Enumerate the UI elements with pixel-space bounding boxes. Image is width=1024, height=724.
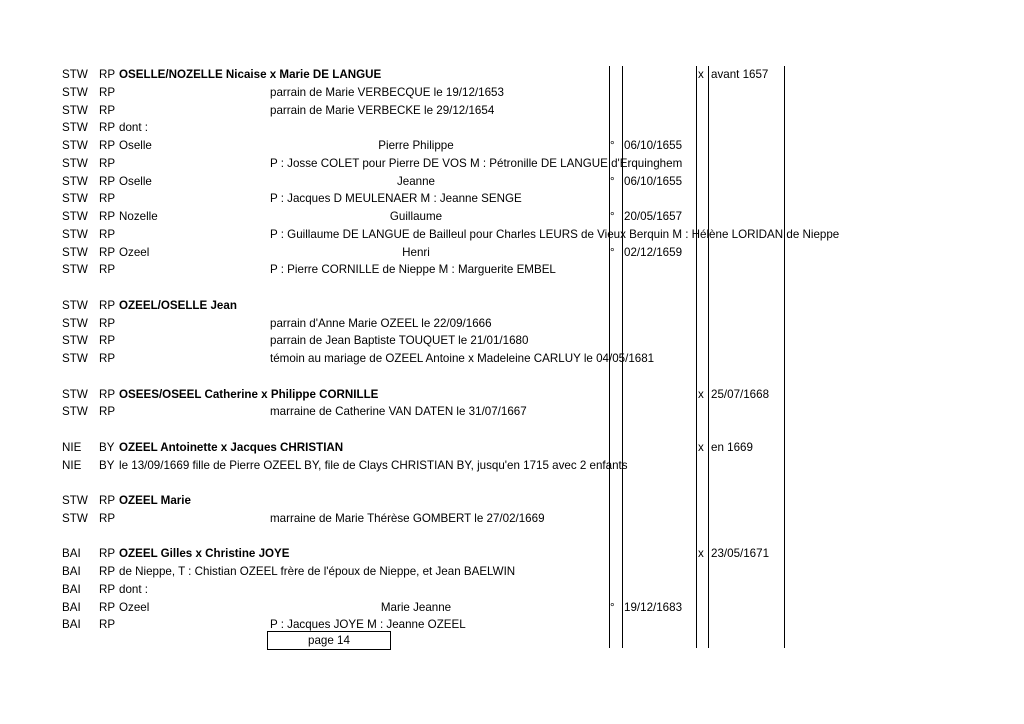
register-row bbox=[0, 227, 1024, 243]
child-name-cell: Pierre Philippe bbox=[378, 139, 454, 152]
baptism-mark: ° bbox=[610, 600, 615, 614]
register-row bbox=[0, 529, 1024, 545]
parish-cell: STW bbox=[62, 263, 88, 277]
family-cell: OZEEL Antoinette x Jacques CHRISTIAN bbox=[119, 440, 344, 454]
family-cell: OZEEL Gilles x Christine JOYE bbox=[119, 547, 290, 561]
register-row bbox=[0, 262, 1024, 278]
register-row bbox=[0, 546, 1024, 562]
parish-cell: STW bbox=[62, 494, 88, 507]
register-row bbox=[0, 493, 1024, 509]
parish-cell: STW bbox=[62, 511, 88, 525]
source-cell: BY bbox=[99, 440, 115, 454]
source-cell: RP bbox=[99, 85, 116, 99]
parish-cell: BAI bbox=[62, 565, 81, 578]
baptism-mark: ° bbox=[610, 210, 615, 223]
parish-cell: STW bbox=[62, 85, 88, 99]
baptism-mark: ° bbox=[610, 139, 615, 152]
marriage-mark: x bbox=[698, 440, 704, 454]
detail-cell: P : Jacques D MEULENAER M : Jeanne SENGE bbox=[270, 192, 522, 206]
detail-cell: parrain d'Anne Marie OZEEL le 22/09/1666 bbox=[270, 316, 492, 330]
register-row bbox=[0, 600, 1024, 616]
marriage-mark: x bbox=[698, 387, 704, 401]
parish-cell: STW bbox=[62, 387, 88, 401]
source-cell: RP bbox=[99, 174, 116, 188]
register-row bbox=[0, 351, 1024, 367]
baptism-mark: ° bbox=[610, 245, 615, 259]
family-cell: Oselle bbox=[119, 139, 152, 152]
register-row bbox=[0, 103, 1024, 119]
register-row bbox=[0, 245, 1024, 261]
register-row bbox=[0, 138, 1024, 154]
child-name-cell: Henri bbox=[402, 245, 430, 259]
parish-cell: STW bbox=[62, 121, 88, 135]
detail-cell: P : Pierre CORNILLE de Nieppe M : Marguerite EMBEL bbox=[270, 263, 556, 277]
detail-cell: P : Jacques JOYE M : Jeanne OZEEL bbox=[270, 618, 466, 632]
family-cell: Nozelle bbox=[119, 210, 158, 223]
source-cell: BY bbox=[99, 458, 115, 472]
family-cell: OSELLE/NOZELLE Nicaise x Marie DE LANGUE bbox=[119, 68, 382, 81]
source-cell: RP bbox=[99, 316, 116, 330]
register-row bbox=[0, 440, 1024, 456]
detail-cell: parrain de Jean Baptiste TOUQUET le 21/01/1680 bbox=[270, 334, 529, 348]
register-row bbox=[0, 582, 1024, 598]
child-name-cell: Jeanne bbox=[396, 174, 436, 188]
parish-cell: STW bbox=[62, 227, 88, 241]
parish-cell: STW bbox=[62, 210, 88, 223]
parish-cell: BAI bbox=[62, 547, 81, 561]
parish-cell: STW bbox=[62, 245, 88, 259]
family-cell: OSEES/OSEEL Catherine x Philippe CORNILLE bbox=[119, 387, 379, 401]
register-row bbox=[0, 85, 1024, 101]
source-cell: RP bbox=[99, 227, 116, 241]
source-cell: RP bbox=[99, 210, 116, 223]
register-row bbox=[0, 511, 1024, 527]
register-row bbox=[0, 387, 1024, 403]
baptism-date-cell: 06/10/1655 bbox=[624, 174, 683, 188]
source-cell: RP bbox=[99, 68, 116, 81]
register-row bbox=[0, 298, 1024, 314]
source-cell: RP bbox=[99, 547, 116, 561]
parish-cell: STW bbox=[62, 103, 88, 117]
parish-cell: NIE bbox=[62, 458, 82, 472]
parish-cell: STW bbox=[62, 334, 88, 348]
parish-cell: STW bbox=[62, 298, 88, 312]
detail-cell: P : Guillaume DE LANGUE de Bailleul pour Charles LEURS de Vieux Berquin M : Hélène LORIDAN de Nieppe bbox=[270, 227, 840, 241]
source-cell: RP bbox=[99, 263, 116, 277]
register-row bbox=[0, 209, 1024, 225]
child-name-cell: Guillaume bbox=[389, 210, 443, 223]
detail-cell: parrain de Marie VERBECKE le 29/12/1654 bbox=[270, 103, 495, 117]
source-cell: RP bbox=[99, 494, 116, 507]
parish-cell: STW bbox=[62, 316, 88, 330]
family-cell: OZEEL/OSELLE Jean bbox=[119, 298, 237, 312]
source-cell: RP bbox=[99, 156, 116, 170]
family-cell: OZEEL Marie bbox=[119, 494, 191, 507]
register-row bbox=[0, 316, 1024, 332]
marriage-date-cell: en 1669 bbox=[711, 440, 753, 454]
detail-cell: parrain de Marie VERBECQUE le 19/12/1653 bbox=[270, 85, 504, 99]
register-row bbox=[0, 475, 1024, 491]
register-row bbox=[0, 156, 1024, 172]
register-row bbox=[0, 120, 1024, 136]
register-row bbox=[0, 369, 1024, 385]
family-cell: Oselle bbox=[119, 174, 152, 188]
register-row bbox=[0, 280, 1024, 296]
source-cell: RP bbox=[99, 121, 116, 135]
source-cell: RP bbox=[99, 103, 116, 117]
parish-cell: STW bbox=[62, 156, 88, 170]
baptism-mark: ° bbox=[610, 174, 615, 188]
source-cell: RP bbox=[99, 582, 116, 596]
detail-cell: marraine de Marie Thérèse GOMBERT le 27/02/1669 bbox=[270, 511, 545, 525]
register-row bbox=[0, 458, 1024, 474]
register-row bbox=[0, 617, 1024, 633]
source-cell: RP bbox=[99, 352, 116, 365]
parish-cell: STW bbox=[62, 139, 88, 152]
source-cell: RP bbox=[99, 245, 116, 259]
register-row bbox=[0, 174, 1024, 190]
baptism-date-cell: 06/10/1655 bbox=[624, 139, 683, 152]
register-row bbox=[0, 564, 1024, 580]
family-cell: Ozeel bbox=[119, 245, 150, 259]
marriage-mark: x bbox=[698, 68, 704, 81]
source-cell: RP bbox=[99, 511, 116, 525]
parish-cell: BAI bbox=[62, 582, 81, 596]
source-cell: RP bbox=[99, 334, 116, 348]
detail-cell: témoin au mariage de OZEEL Antoine x Madeleine CARLUY le 04/05/1681 bbox=[270, 352, 655, 365]
source-cell: RP bbox=[99, 387, 116, 401]
source-cell: RP bbox=[99, 600, 116, 614]
family-cell: Ozeel bbox=[119, 600, 150, 614]
baptism-date-cell: 19/12/1683 bbox=[624, 600, 683, 614]
register-row bbox=[0, 67, 1024, 83]
source-cell: RP bbox=[99, 618, 116, 632]
page-number: page 14 bbox=[267, 631, 391, 650]
detail-cell: P : Josse COLET pour Pierre DE VOS M : Pétronille DE LANGUE d'Erquinghem bbox=[270, 156, 683, 170]
child-name-cell: Marie Jeanne bbox=[380, 600, 452, 614]
source-cell: RP bbox=[99, 192, 116, 206]
family-cell: dont : bbox=[119, 582, 149, 596]
register-row bbox=[0, 422, 1024, 438]
parish-cell: STW bbox=[62, 352, 88, 365]
parish-cell: BAI bbox=[62, 618, 81, 632]
parish-cell: NIE bbox=[62, 440, 82, 454]
register-row bbox=[0, 333, 1024, 349]
parish-cell: STW bbox=[62, 174, 88, 188]
family-cell: le 13/09/1669 fille de Pierre OZEEL BY, file de Clays CHRISTIAN BY, jusqu'en 1715 avec 2 enfants bbox=[119, 458, 628, 472]
marriage-date-cell: avant 1657 bbox=[711, 68, 769, 81]
register-row bbox=[0, 404, 1024, 420]
register-row bbox=[0, 191, 1024, 207]
baptism-date-cell: 20/05/1657 bbox=[624, 210, 683, 223]
source-cell: RP bbox=[99, 565, 116, 578]
source-cell: RP bbox=[99, 298, 116, 312]
detail-cell: marraine de Catherine VAN DATEN le 31/07/1667 bbox=[270, 405, 527, 419]
source-cell: RP bbox=[99, 139, 116, 152]
marriage-mark: x bbox=[698, 547, 704, 561]
parish-cell: STW bbox=[62, 192, 88, 206]
marriage-date-cell: 23/05/1671 bbox=[711, 547, 770, 561]
parish-cell: STW bbox=[62, 68, 88, 81]
baptism-date-cell: 02/12/1659 bbox=[624, 245, 683, 259]
parish-cell: STW bbox=[62, 405, 88, 419]
marriage-date-cell: 25/07/1668 bbox=[711, 387, 770, 401]
family-cell: dont : bbox=[119, 121, 149, 135]
parish-cell: BAI bbox=[62, 600, 81, 614]
source-cell: RP bbox=[99, 405, 116, 419]
family-cell: de Nieppe, T : Chistian OZEEL frère de l'époux de Nieppe, et Jean BAELWIN bbox=[119, 565, 516, 578]
